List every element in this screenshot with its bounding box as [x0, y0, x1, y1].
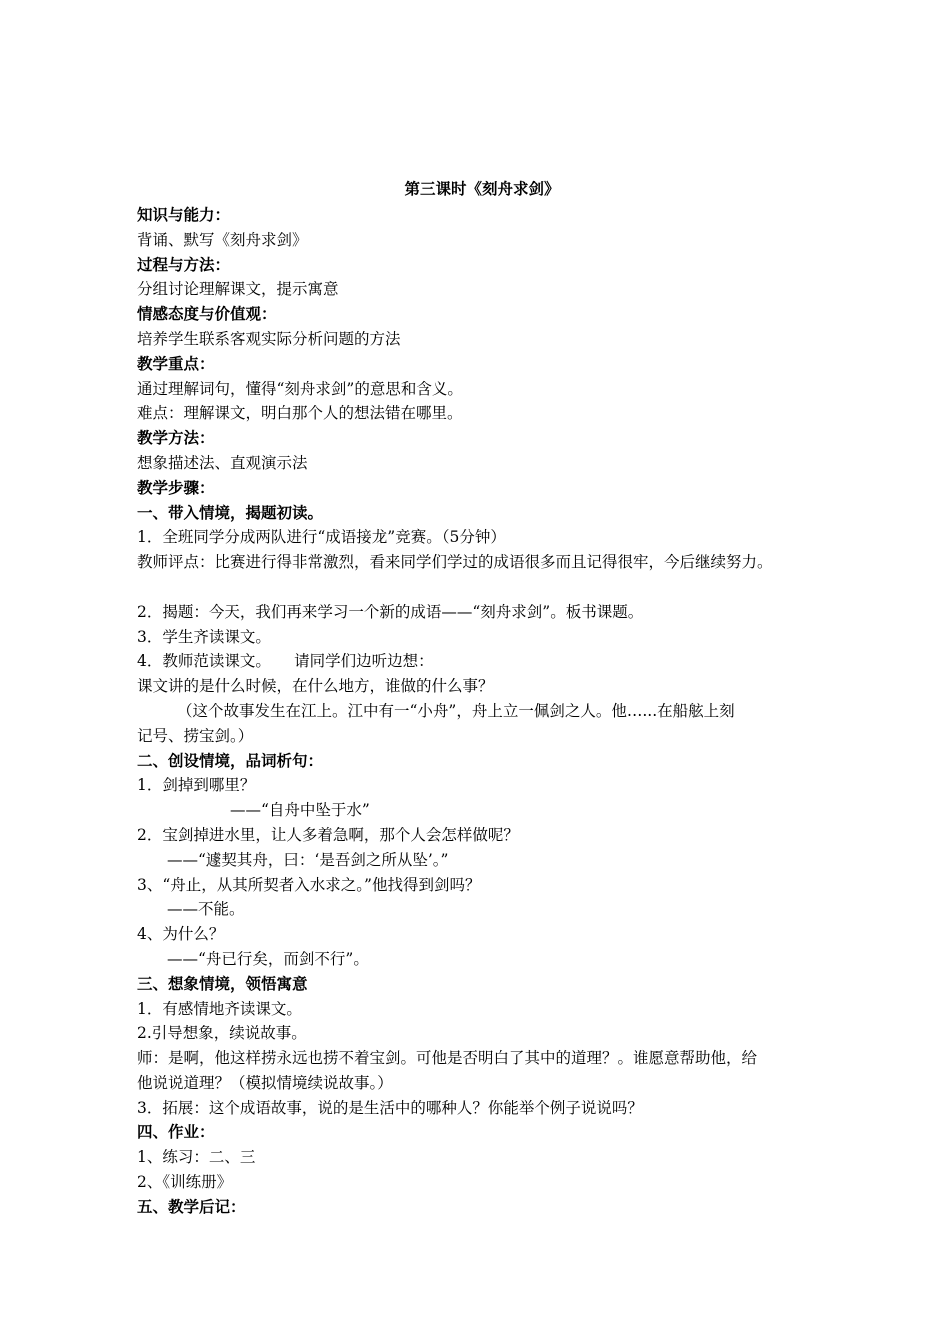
section-1-item-4: 4．教师范读课文。 请同学们边听边想：	[137, 652, 434, 671]
page-title: 第三课时《刻舟求剑》	[404, 180, 560, 198]
section-1-answer-line-2: 记号、捞宝剑。）	[137, 726, 254, 745]
section-2-heading: 二、创设情境，品词析句：	[137, 751, 324, 770]
section-3-teacher-line-1: 师：是啊，他这样捞永远也捞不着宝剑。可他是否明白了其中的道理？。谁愿意帮助他，给	[137, 1049, 758, 1068]
section-2-item-4: 4、为什么？	[137, 925, 225, 944]
section-2-answer-2: ——“遽契其舟，曰：‘是吾剑之所从坠’。”	[167, 850, 449, 869]
text-key-points: 通过理解词句，懂得“刻舟求剑”的意思和含义。	[137, 379, 463, 398]
heading-knowledge: 知识与能力：	[137, 206, 231, 224]
text-knowledge: 背诵、默写《刻舟求剑》	[137, 230, 308, 249]
section-3-teacher-line-2: 他说说道理？（模拟情境续说故事。）	[137, 1073, 393, 1092]
section-2-answer-4: ——“舟已行矣，而剑不行”。	[167, 949, 369, 968]
heading-key-points: 教学重点：	[137, 354, 215, 373]
section-4-heading: 四、作业：	[137, 1123, 215, 1142]
heading-method: 教学方法：	[137, 429, 215, 448]
heading-emotion: 情感态度与价值观：	[137, 305, 277, 324]
section-3-item-3: 3．拓展：这个成语故事，说的是生活中的哪种人？你能举个例子说说吗？	[137, 1098, 643, 1117]
heading-steps: 教学步骤：	[137, 478, 215, 497]
text-difficulty: 难点：理解课文，明白那个人的想法错在哪里。	[137, 404, 463, 423]
section-2-item-3: 3、“舟止，从其所契者入水求之。”他找得到剑吗？	[137, 875, 481, 894]
text-method: 想象描述法、直观演示法	[137, 453, 308, 472]
section-2-answer-1: ——“自舟中坠于水”	[230, 801, 370, 820]
text-emotion: 培养学生联系客观实际分析问题的方法	[137, 329, 401, 348]
heading-process: 过程与方法：	[137, 255, 231, 274]
section-3-item-2: 2.引导想象，续说故事。	[137, 1024, 307, 1043]
text-process: 分组讨论理解课文，提示寓意	[137, 280, 339, 299]
section-1-heading: 一、带入情境，揭题初读。	[137, 503, 324, 522]
lesson-plan-page	[137, 177, 827, 1220]
section-1-item-3: 3．学生齐读课文。	[137, 627, 271, 646]
section-5-heading: 五、教学后记：	[137, 1197, 246, 1216]
section-1-question: 课文讲的是什么时候，在什么地方，谁做的什么事？	[137, 677, 494, 696]
section-2-answer-3: ——不能。	[167, 900, 245, 919]
section-1-item-1: 1．全班同学分成两队进行“成语接龙”竞赛。（5分钟）	[137, 528, 506, 547]
section-1-answer-line-1: （这个故事发生在江上。江中有一“小舟”，舟上立一佩剑之人。他…...在船舷上刻	[177, 701, 735, 720]
section-2-item-2: 2．宝剑掉进水里，让人多着急啊，那个人会怎样做呢？	[137, 825, 519, 844]
blank-line	[137, 575, 827, 600]
section-2-item-1: 1．剑掉到哪里？	[137, 776, 256, 795]
section-4-item-1: 1、练习：二、三	[137, 1148, 256, 1167]
section-1-item-2: 2．揭题：今天，我们再来学习一个新的成语——“刻舟求剑”。板书课题。	[137, 602, 644, 621]
section-4-item-2: 2、《训练册》	[137, 1173, 233, 1192]
section-1-comment: 教师评点：比赛进行得非常激烈，看来同学们学过的成语很多而且记得很牢，今后继续努力。	[137, 553, 773, 572]
section-3-item-1: 1．有感情地齐读课文。	[137, 999, 302, 1018]
section-3-heading: 三、想象情境，领悟寓意	[137, 974, 308, 993]
